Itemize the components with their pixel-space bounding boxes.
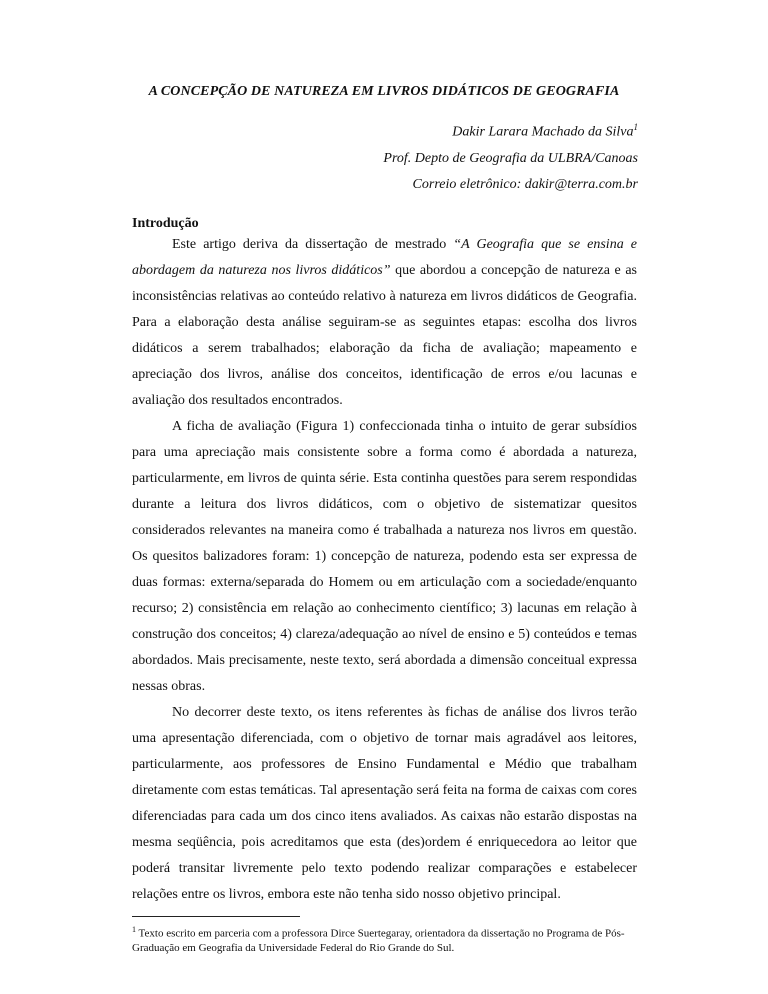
section-heading: Introdução: [132, 216, 199, 231]
paragraph-3: No decorrer deste texto, os itens referentes às fichas de análise dos livros terão uma apresentação diferenciada, com o objetivo de tornar mais agradável aos leitores, particularmente, aos professores de Ensino Fundamental e Médio que trabalham diretamente com estas temáticas. Tal apresentação será feita na forma de caixas com cores diferenciadas para cada um dos cinco itens avaliados. As caixas não estarão dispostas na mesma seqüência, pois acreditamos que esta (des)ordem é enriquecedora ao leitor que poderá transitar livremente pelo texto podendo realizar comparações e estabelecer relações entre os livros, embora este não tenha sido nosso objetivo principal.: [132, 705, 637, 902]
dissertation-title-quote: “A Geografia que se ensina e abordagem da natureza nos livros didáticos”: [132, 237, 637, 278]
author-name-line: [383, 114, 638, 146]
body-text: [132, 232, 637, 908]
author-block: [383, 114, 638, 198]
author-affiliation: Prof. Depto de Geografia da ULBRA/Canoas: [383, 150, 638, 166]
author-name: Dakir Larara Machado da Silva: [452, 124, 634, 140]
footnote: [132, 923, 637, 955]
footnote-mark: 1: [132, 925, 136, 934]
paragraph-1-lead: Este artigo deriva da dissertação de mestrado: [172, 237, 454, 252]
footnote-separator: [132, 916, 300, 917]
paragraph-1: [132, 232, 637, 414]
paragraph-2: A ficha de avaliação (Figura 1) confeccionada tinha o intuito de gerar subsídios para uma apreciação mais consistente sobre a forma como é abordada a natureza, particularmente, em livros de quinta série. Esta continha questões para serem respondidas durante a leitura dos livros didáticos, com o objetivo de sistematizar quesitos considerados relevantes na maneira como é trabalhada a natureza nos livros em questão. Os quesitos balizadores foram: 1) concepção de natureza, podendo esta ser expressa de duas formas: externa/separada do Homem ou em articulação com a sociedade/enquanto recurso; 2) consistência em relação ao conhecimento científico; 3) lacunas em relação à construção dos conceitos; 4) clareza/adequação ao nível de ensino e 5) conteúdos e temas abordados. Mais precisamente, neste texto, será abordada a dimensão conceitual expressa nessas obras.: [132, 419, 637, 694]
author-email: Correio eletrônico: dakir@terra.com.br: [412, 176, 638, 192]
footnote-text: Texto escrito em parceria com a professora Dirce Suertegaray, orientadora da dissertação no Programa de Pós-Graduação em Geografia da Universidade Federal do Rio Grande do Sul.: [132, 927, 625, 954]
paragraph-1-rest: que abordou a concepção de natureza e as inconsistências relativas ao conteúdo relativo à natureza em livros didáticos de Geografia. Para a elaboração desta análise seguiram-se as seguintes etapas: escolha dos livros didáticos a serem trabalhados; elaboração da ficha de avaliação; mapeamento e apreciação dos livros, análise dos conceitos, identificação de erros e/ou lacunas e avaliação dos resultados encontrados.: [132, 263, 638, 408]
footnote-reference: 1: [633, 122, 638, 132]
document-title: A CONCEPÇÃO DE NATUREZA EM LIVROS DIDÁTICOS DE GEOGRAFIA: [148, 84, 620, 99]
